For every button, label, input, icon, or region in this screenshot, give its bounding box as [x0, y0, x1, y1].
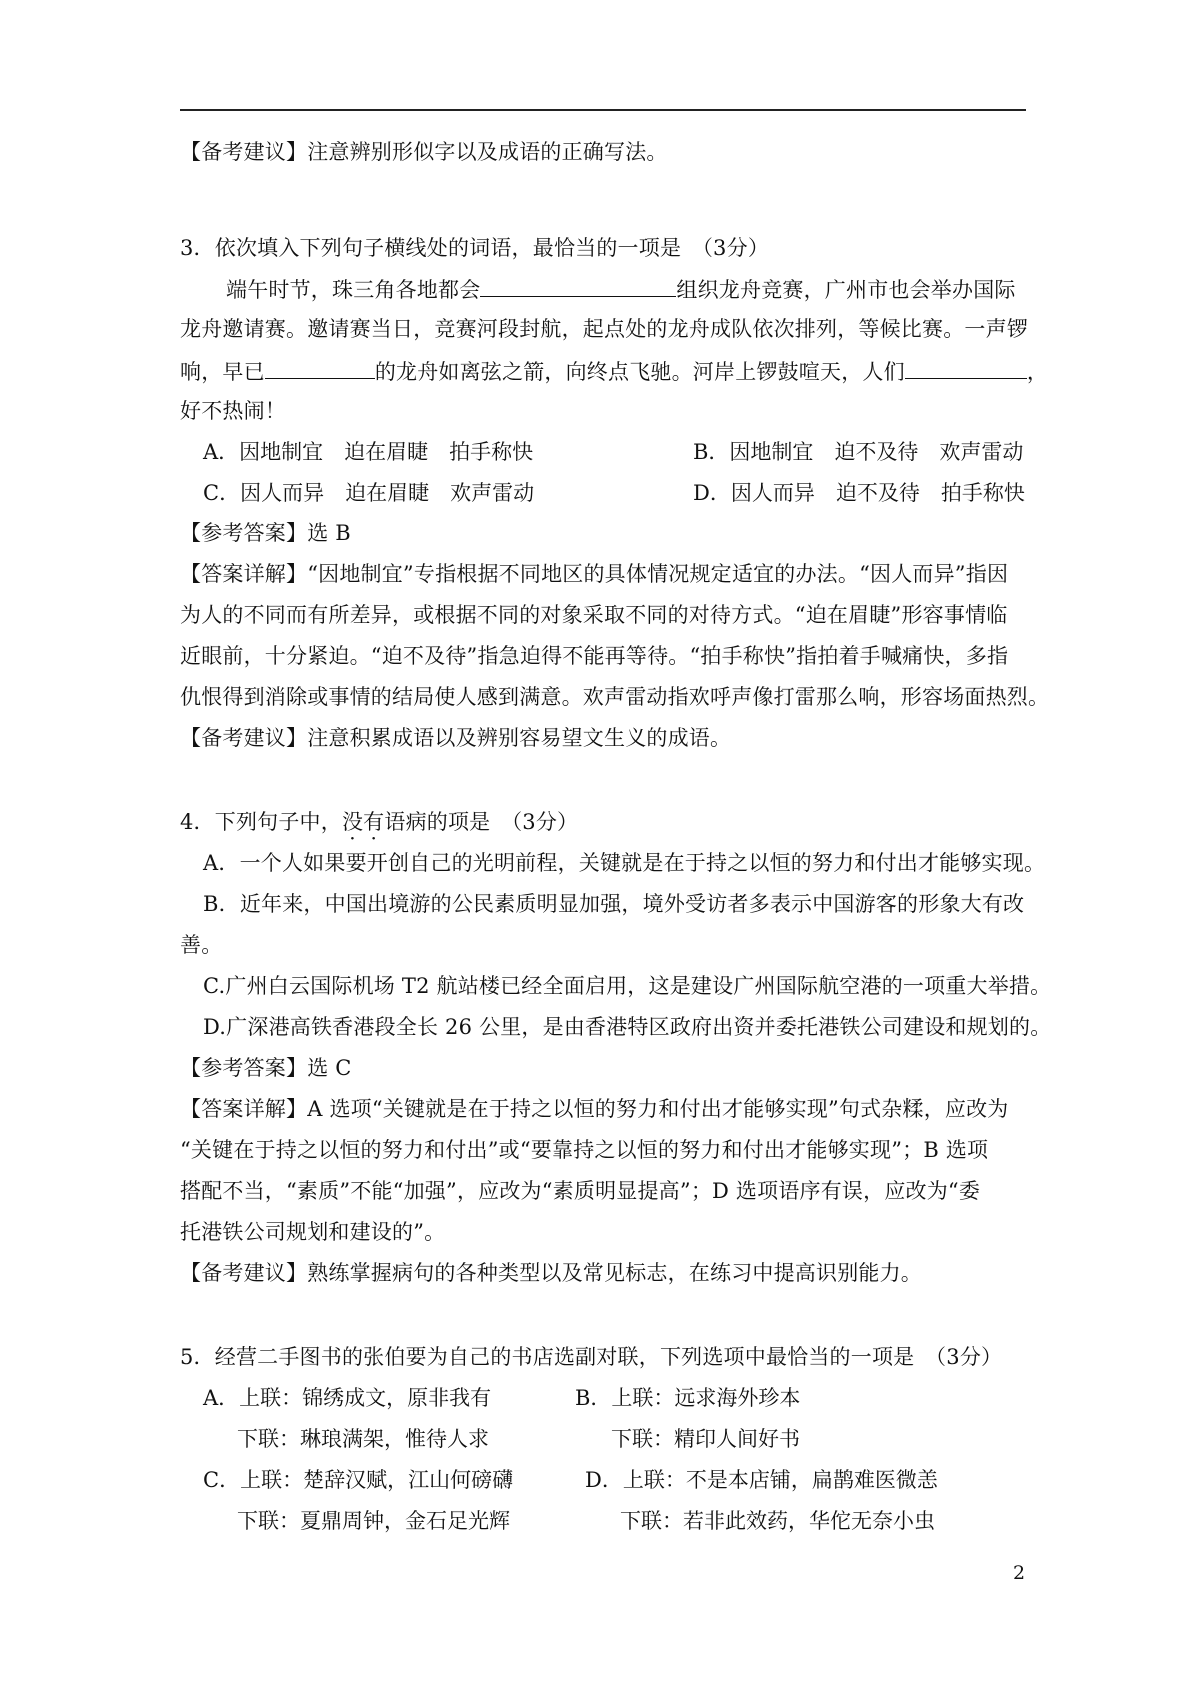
q3-detail-3: 近眼前，十分紧迫。“迫不及待”指急迫得不能再等待。“拍手称快”指拍着手喊痛快，多指 [180, 644, 1009, 668]
q5-option-c-lower: 下联：夏鼎周钟，金石足光辉 [237, 1509, 510, 1533]
q4-detail-1: 【答案详解】A 选项“关键就是在于持之以恒的努力和付出才能够实现”句式杂糅，应改为 [180, 1097, 1009, 1121]
q3-detail-1: 【答案详解】“因地制宜”专指根据不同地区的具体情况规定适宜的办法。“因人而异”指因 [180, 562, 1009, 586]
prev-tip: 【备考建议】注意辨别形似字以及成语的正确写法。 [180, 140, 668, 164]
q5-option-d-upper: D．上联：不是本店铺，扁鹊难医微恙 [585, 1468, 938, 1492]
q4-option-d: D.广深港高铁香港段全长 26 公里，是由香港特区政府出资并委托港铁公司建设和规划的。 [203, 1015, 1052, 1039]
q3-p1b: 组织龙舟竞赛，广州市也会举办国际 [676, 278, 1016, 302]
q5-option-d-lower: 下联：若非此效药，华佗无奈小虫 [620, 1509, 935, 1533]
header-rule [180, 109, 1026, 111]
q4-stem-b: 语病的项是 （3分） [384, 810, 579, 834]
q3-blank-3 [905, 356, 1027, 379]
q4-tip: 【备考建议】熟练掌握病句的各种类型以及常见标志，在练习中提高识别能力。 [180, 1261, 922, 1285]
page-number: 2 [1013, 1562, 1026, 1584]
q3-blank-2 [265, 356, 375, 379]
q3-blank-1 [480, 274, 676, 297]
q3-p3b: 的龙舟如离弦之箭，向终点飞驰。河岸上锣鼓喧天，人们 [374, 360, 905, 384]
q3-answer: 【参考答案】选 B [180, 521, 351, 545]
q3-option-b: B．因地制宜 迫不及待 欢声雷动 [693, 440, 1024, 464]
q4-stem [180, 808, 578, 836]
q5-option-b-lower: 下联：精印人间好书 [611, 1427, 800, 1451]
q3-option-d: D．因人而异 迫不及待 拍手称快 [693, 481, 1025, 505]
q3-detail-4: 仇恨得到消除或事情的结局使人感到满意。欢声雷动指欢呼声像打雷那么响，形容场面热烈。 [180, 685, 1050, 709]
q3-p1a: 端午时节，珠三角各地都会 [226, 278, 481, 302]
q4-answer: 【参考答案】选 C [180, 1056, 352, 1080]
q5-option-c-upper: C．上联：楚辞汉赋，江山何磅礴 [203, 1468, 514, 1492]
q4-option-b-line1: B．近年来，中国出境游的公民素质明显加强，境外受访者多表示中国游客的形象大有改 [203, 892, 1025, 916]
q4-detail-3: 搭配不当，“素质”不能“加强”，应改为“素质明显提高”；D 选项语序有误，应改为“委 [180, 1179, 981, 1203]
q4-stem-emphasis-1: 没 [341, 810, 364, 834]
q5-stem: 5．经营二手图书的张伯要为自己的书店选副对联，下列选项中最恰当的一项是 （3分） [180, 1345, 1003, 1369]
q3-tip: 【备考建议】注意积累成语以及辨别容易望文生义的成语。 [180, 726, 732, 750]
q4-option-b-line2: 善。 [180, 933, 223, 957]
q4-stem-a: 4．下列句子中， [180, 810, 342, 834]
q4-option-c: C.广州白云国际机场 T2 航站楼已经全面启用，这是建设广州国际航空港的一项重大举措。 [203, 974, 1052, 998]
q3-passage-line3 [180, 356, 1048, 386]
q4-detail-2: “关键在于持之以恒的努力和付出”或“要靠持之以恒的努力和付出才能够实现”；B 选项 [180, 1138, 989, 1162]
q3-p3a: 响，早已 [180, 360, 265, 384]
q3-passage-line1 [226, 274, 1016, 304]
q4-option-a: A．一个人如果要开创自己的光明前程，关键就是在于持之以恒的努力和付出才能够实现。 [203, 851, 1046, 875]
q3-passage-line2: 龙舟邀请赛。邀请赛当日，竞赛河段封航，起点处的龙舟成队依次排列，等候比赛。一声锣 [180, 317, 1028, 341]
q3-detail-2: 为人的不同而有所差异，或根据不同的对象采取不同的对待方式。“迫在眉睫”形容事情临 [180, 603, 1008, 627]
q5-option-b-upper: B．上联：远求海外珍本 [575, 1386, 801, 1410]
q5-option-a-lower: 下联：琳琅满架，惟待人求 [237, 1427, 489, 1451]
q3-option-c: C．因人而异 迫在眉睫 欢声雷动 [203, 481, 535, 505]
q3-p3c: ， [1026, 360, 1049, 384]
q5-option-a-upper: A．上联：锦绣成文，原非我有 [203, 1386, 492, 1410]
q3-option-a: A．因地制宜 迫在眉睫 拍手称快 [203, 440, 534, 464]
q4-detail-4: 托港铁公司规划和建设的”。 [180, 1220, 446, 1244]
q3-passage-line4: 好不热闹！ [180, 399, 286, 423]
q4-stem-emphasis-2: 有 [363, 810, 385, 834]
q3-stem: 3．依次填入下列句子横线处的词语，最恰当的一项是 （3分） [180, 236, 770, 260]
